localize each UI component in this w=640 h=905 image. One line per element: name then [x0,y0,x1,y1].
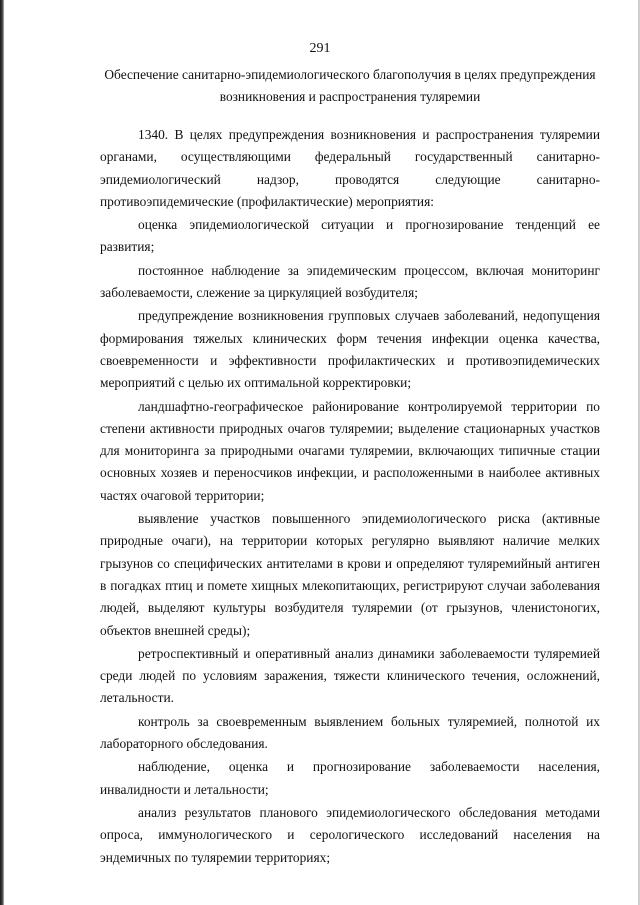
scan-edge-left [0,0,4,905]
section-title-line-1: Обеспечение санитарно-эпидемиологического благополучия в целях предупреждения [104,67,596,82]
section-title-line-2: возникновения и распространения туляремии [219,89,481,104]
list-item-zoning: ландшафтно-географическое районирование контролируемой территории по степени активности природных очагов туляремии; выделение стационарных участков для мониторинга за природными очагами туляремии, включающих типичные стации основных хозяев и переносчиков инфекции, и расположенными в наиболее активных частях очаговой территории; [100,398,600,503]
list-item-forecasting: наблюдение, оценка и прогнозирование заболеваемости населения, инвалидности и летальности; [100,759,600,797]
list-item-risk-areas: выявление участков повышенного эпидемиологического риска (активные природные очаги), на территории которых регулярно выявляют наличие мелких грызунов со специфических антителами в крови и определяют туляремийный антиген в погадках птиц и помете хищных млекопитающих, регистрируют случаи заболевания людей, выделяют культуры возбудителя туляремии (от грызунов, членистоногих, объектов внешней среды); [100,511,600,638]
list-item-assessment: оценка эпидемиологической ситуации и прогнозирование тенденций ее развития; [100,217,600,255]
list-item-control: контроль за своевременным выявлением больных туляремией, полнотой их лабораторного обследования. [100,713,600,752]
list-item-prevention: предупреждение возникновения групповых случаев заболеваний, недопущения формирования тяжелых клинических форм течения инфекции оценка качества, своевременности и эффективности профилактических и противоэпидемических мероприятий с целью их оптимальной корректировки; [100,308,600,391]
list-item-analysis: ретроспективный и оперативный анализ динамики заболеваемости туляремией среди людей по условиям заражения, тяжести клинического течения, осложнений, летальности. [100,645,600,706]
list-item-survey-analysis: анализ результатов планового эпидемиологического обследования методами опроса, иммунологического и серологического исследований населения на эндемичных по туляремии территориях; [100,804,600,865]
paragraph-1340-intro: 1340. В целях предупреждения возникновения и распространения туляремии органами, осуществляющими федеральный государственный санитарно-эпидемиологический надзор, проводятся следующие санитарно-противоэпидемические (профилактические) мероприятия: [100,127,600,209]
document-body [100,124,600,869]
section-title [100,64,600,108]
page-number: 291 [309,41,331,56]
list-item-monitoring: постоянное наблюдение за эпидемическим процессом, включая мониторинг заболеваемости, слежение за циркуляцией возбудителя; [100,262,600,301]
